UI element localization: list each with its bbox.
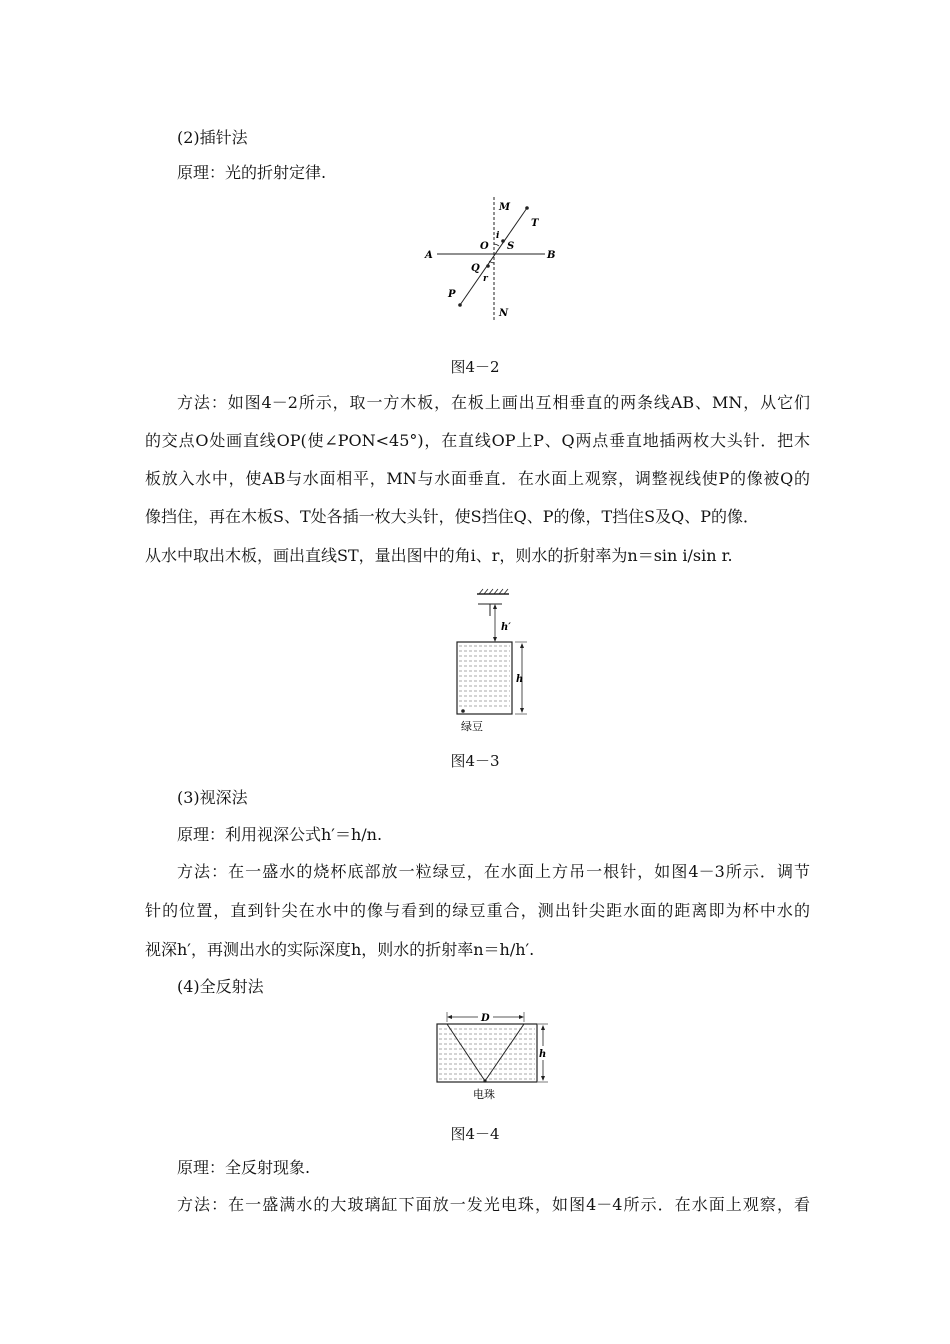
method-2-line-1: 方法：如图4－2所示，取一方木板，在板上画出互相垂直的两条线AB、MN，从它们 (177, 393, 810, 412)
principle-2: 原理：光的折射定律. (177, 163, 327, 182)
method-4-line-1: 方法：在一盛满水的大玻璃缸下面放一发光电珠，如图4－4所示．在水面上观察，看 (177, 1195, 810, 1214)
beaker (457, 642, 512, 714)
bulb-dot (483, 1079, 486, 1082)
figure-4-3 (445, 588, 545, 738)
pin-t (525, 206, 529, 210)
label-bean: 绿豆 (461, 720, 483, 733)
pin-q (486, 264, 490, 268)
figure-4-2 (415, 195, 575, 325)
label-a: A (425, 250, 433, 261)
label-h: h (516, 674, 524, 685)
label-o: O (480, 241, 489, 252)
label-i: i (496, 231, 500, 241)
method-3-line-2: 针的位置，直到针尖在水中的像与看到的绿豆重合，测出针尖距水面的距离即为杯中水的 (145, 901, 810, 920)
method-3-line-1: 方法：在一盛水的烧杯底部放一粒绿豆，在水面上方吊一根针，如图4－3所示．调节 (177, 862, 810, 881)
section-heading-4: (4)全反射法 (177, 977, 264, 996)
figure-4-3-caption: 图4－3 (450, 752, 500, 770)
ray-left (447, 1024, 485, 1081)
label-n: N (499, 308, 509, 319)
method-2-line-3: 板放入水中，使AB与水面相平，MN与水面垂直．在水面上观察，调整视线使P的像被Q的 (145, 469, 810, 488)
label-h-prime: h′ (501, 622, 511, 633)
label-h-tank: h (539, 1049, 547, 1060)
figure-4-2-caption: 图4－2 (450, 358, 500, 376)
pin-s (501, 239, 505, 243)
label-bulb: 电珠 (473, 1088, 495, 1101)
water-lines (459, 646, 510, 706)
method-2-line-4: 像挡住，再在木板S、T处各插一枚大头针，使S挡住Q、P的像，T挡住S及Q、P的像． (145, 507, 759, 526)
section-heading-3: (3)视深法 (177, 788, 248, 807)
principle-4: 原理：全反射现象. (177, 1158, 311, 1177)
label-m: M (499, 202, 511, 213)
angle-i-arc (494, 244, 499, 246)
label-t: T (531, 218, 539, 229)
method-2-line-5: 从水中取出木板，画出直线ST，量出图中的角i、r，则水的折射率为n＝sin i/sin r. (145, 546, 733, 565)
ray-right (485, 1024, 524, 1081)
section-heading-2: (2)插针法 (177, 128, 248, 147)
method-3-line-3: 视深h′，再测出水的实际深度h，则水的折射率n＝h/h′. (145, 940, 535, 959)
bean-dot (461, 709, 465, 713)
label-b: B (547, 250, 556, 261)
label-q: Q (471, 263, 480, 274)
label-d: D (481, 1013, 490, 1024)
figure-4-4-caption: 图4－4 (450, 1125, 500, 1143)
label-p: P (448, 289, 456, 300)
glass-tank (437, 1024, 537, 1082)
label-s: S (507, 241, 515, 252)
principle-3: 原理：利用视深公式h′＝h/n. (177, 825, 383, 844)
method-2-line-2: 的交点O处画直线OP(使∠PON<45°)，在直线OP上P、Q两点垂直地插两枚大头针．把木 (145, 431, 810, 450)
label-r: r (483, 274, 488, 284)
pin-p (458, 303, 462, 307)
ceiling-hatch (479, 589, 508, 594)
figure-4-4 (430, 1010, 550, 1102)
water-lines (439, 1029, 535, 1079)
